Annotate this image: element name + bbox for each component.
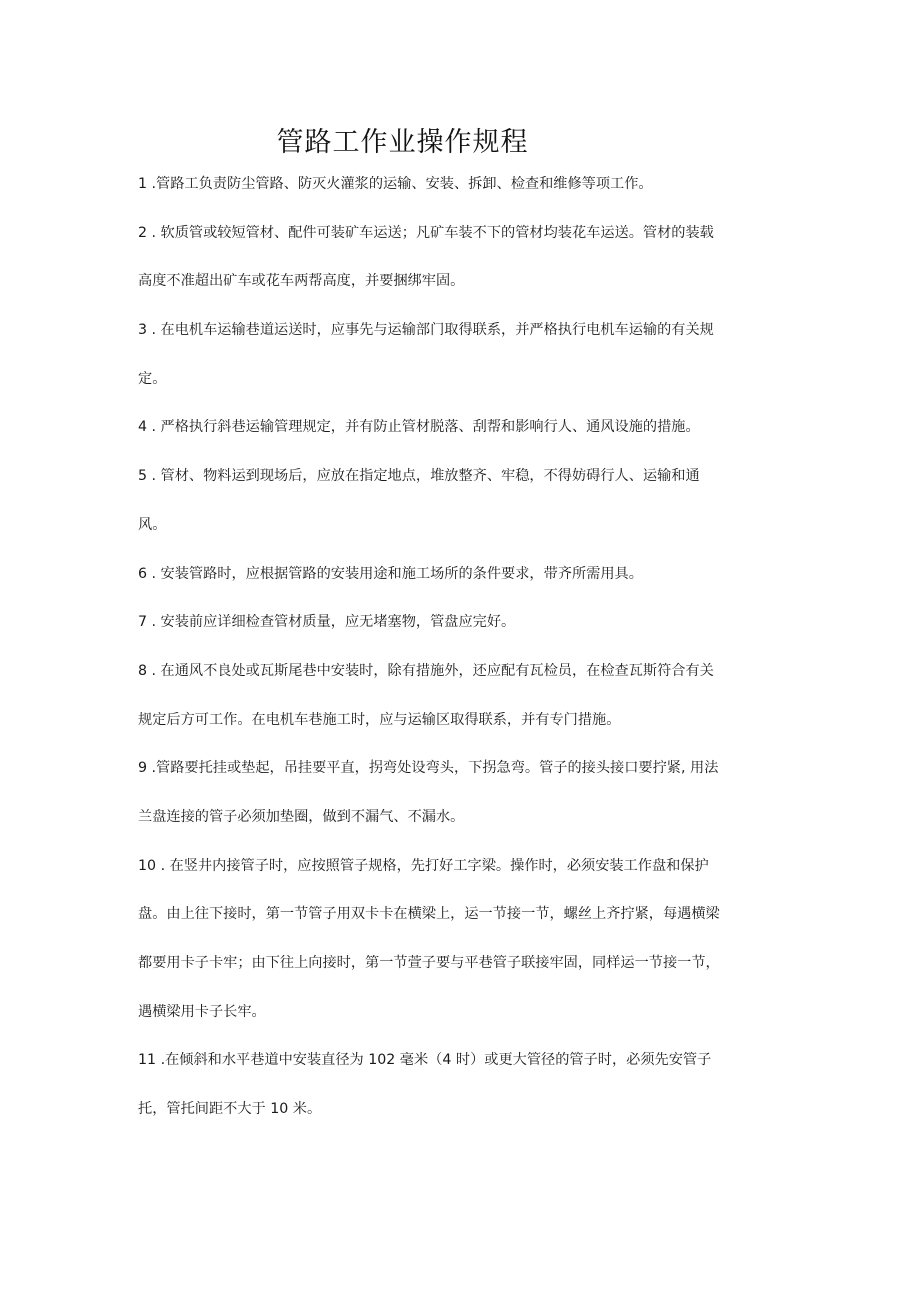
paragraph-line: 2 . 软质管或较短管材、配件可装矿车运送；凡矿车装不下的管材均装花车运送。管材的装载 bbox=[138, 224, 714, 241]
paragraph-line: 4 . 严格执行斜巷运输管理规定，并有防止管材脱落、刮帮和影响行人、通风设施的措施。 bbox=[138, 419, 700, 436]
document-body bbox=[138, 176, 778, 1117]
paragraph-line: 1 .管路工负责防尘管路、防灭火灌浆的运输、安装、拆卸、检查和维修等项工作。 bbox=[138, 176, 653, 192]
paragraph-7 bbox=[138, 614, 778, 630]
paragraph-line: 3 . 在电机车运输巷道运送时，应事先与运输部门取得联系，并严格执行电机车运输的有关规 bbox=[138, 322, 714, 339]
paragraph-line: 5 . 管材、物料运到现场后，应放在指定地点，堆放整齐、牢稳，不得妨碍行人、运输和通 bbox=[138, 468, 700, 485]
paragraph-line: 风。 bbox=[138, 516, 167, 533]
paragraph-line: 都要用卡子卡牢；由下往上向接时，第一节萱子要与平巷管子联接牢固，同样运一节接一节， bbox=[138, 955, 720, 971]
paragraph-line: 9 .管路要托挂或垫起，吊挂要平直，拐弯处设弯头，下拐急弯。管子的接头接口要拧紧, 用法 bbox=[138, 760, 719, 777]
paragraph-line: 盘。由上往下接时，第一节管子用双卡卡在横梁上，运一节接一节，螺丝上齐拧紧，每遇横梁 bbox=[138, 906, 720, 923]
paragraph-line: 兰盘连接的管子必须加垫圈，做到不漏气、不漏水。 bbox=[138, 808, 465, 825]
paragraph-6 bbox=[138, 566, 778, 582]
paragraph-line: 7 . 安装前应详细检查管材质量，应无堵塞物，管盘应完好。 bbox=[138, 614, 516, 631]
paragraph-8 bbox=[138, 663, 778, 728]
paragraph-5 bbox=[138, 468, 778, 533]
page-title: 管路工作业操作规程 bbox=[276, 127, 529, 158]
paragraph-line: 高度不准超出矿车或花车两帮高度，并要捆绑牢固。 bbox=[138, 273, 465, 290]
paragraph-line: 遇横梁用卡子长牢。 bbox=[138, 1003, 266, 1020]
paragraph-line: 11 .在倾斜和水平巷道中安装直径为 102 毫米（4 时）或更大管径的管子时，必须先安管子 bbox=[138, 1052, 712, 1069]
paragraph-line: 6 . 安装管路时，应根据管路的安装用途和施工场所的条件要求，带齐所需用具。 bbox=[138, 565, 643, 582]
paragraph-line: 托，管托间距不大于 10 米。 bbox=[138, 1101, 322, 1118]
paragraph-line: 10 . 在竖井内接管子时，应按照管子规格，先打好工字梁。操作时，必须安装工作盘和保护 bbox=[138, 857, 709, 874]
paragraph-3 bbox=[138, 322, 778, 387]
paragraph-10 bbox=[138, 858, 778, 1020]
paragraph-1 bbox=[138, 176, 778, 192]
paragraph-11 bbox=[138, 1052, 778, 1117]
paragraph-4 bbox=[138, 419, 778, 435]
paragraph-line: 8 . 在通风不良处或瓦斯尾巷中安装时，除有措施外，还应配有瓦检员，在检查瓦斯符合有关 bbox=[138, 662, 714, 679]
paragraph-line: 规定后方可工作。在电机车巷施工时，应与运输区取得联系，并有专门措施。 bbox=[138, 711, 621, 728]
paragraph-9 bbox=[138, 760, 778, 825]
paragraph-2 bbox=[138, 225, 778, 290]
paragraph-line: 定。 bbox=[138, 370, 167, 387]
